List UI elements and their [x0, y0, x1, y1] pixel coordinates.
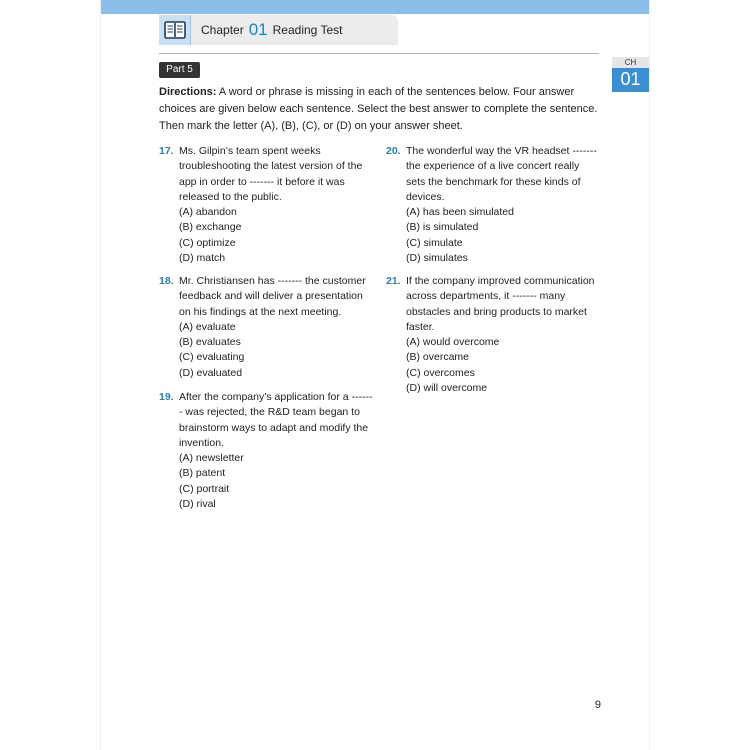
question-stem: If the company improved communication across departments, it ------- many obstacles and bring products to market faster. — [406, 275, 595, 333]
option-a: (A) would overcome — [406, 336, 500, 349]
directions-lead: Directions: — [159, 86, 217, 98]
option-b: (B) is simulated — [406, 221, 479, 234]
option-a: (A) abandon — [179, 206, 237, 219]
option-a: (A) has been simulated — [406, 206, 514, 219]
book-page — [101, 0, 649, 750]
directions-text: A word or phrase is missing in each of the sentences below. Four answer choices are given below each sentence. Select the best answer to complete the sentence. Then mark the letter (A), (B), (C), or (D) on your answer sheet. — [159, 86, 598, 132]
option-a: (A) newsletter — [179, 452, 244, 465]
question-18 — [159, 274, 374, 381]
chapter-header — [159, 15, 398, 45]
question-19 — [159, 390, 374, 512]
question-21 — [386, 274, 601, 396]
option-b: (B) patent — [179, 467, 226, 480]
part-badge: Part 5 — [159, 62, 200, 78]
option-d: (D) evaluated — [179, 366, 243, 379]
option-c: (C) simulate — [406, 236, 463, 249]
directions-paragraph — [159, 84, 603, 135]
question-stem: Ms. Gilpin’s team spent weeks troubleshooting the latest version of the app in order to ------- it before it was released to the public. — [179, 145, 363, 203]
option-d: (D) rival — [179, 498, 216, 511]
question-number: 20. — [386, 145, 401, 157]
question-stem: After the company’s application for a ------- was rejected, the R&D team began to brainstorm ways to adapt and modify the invention. — [179, 391, 373, 449]
question-17 — [159, 144, 374, 266]
question-stem: Mr. Christiansen has ------- the customer feedback and will deliver a presentation on his findings at the next meeting. — [179, 275, 366, 318]
option-c: (C) portrait — [179, 482, 230, 495]
question-number: 19. — [159, 391, 174, 403]
option-d: (D) match — [179, 252, 226, 265]
question-number: 18. — [159, 275, 174, 287]
chapter-side-tab — [612, 57, 649, 92]
option-d: (D) will overcome — [406, 382, 488, 395]
question-20 — [386, 144, 601, 266]
top-color-band — [101, 0, 649, 14]
chapter-title — [191, 15, 398, 45]
option-b: (B) evaluates — [179, 336, 241, 349]
question-number: 21. — [386, 275, 401, 287]
book-icon — [164, 21, 186, 39]
chapter-number: 01 — [248, 20, 268, 39]
option-b: (B) exchange — [179, 221, 242, 234]
option-a: (A) evaluate — [179, 320, 236, 333]
option-c: (C) overcomes — [406, 366, 475, 379]
option-c: (C) optimize — [179, 236, 236, 249]
option-d: (D) simulates — [406, 252, 468, 265]
side-tab-label: CH — [612, 57, 649, 68]
book-icon-box — [159, 15, 191, 45]
chapter-word: Chapter — [201, 23, 244, 37]
option-b: (B) overcame — [406, 351, 470, 364]
option-c: (C) evaluating — [179, 351, 245, 364]
question-stem: The wonderful way the VR headset ------- the experience of a live concert really sets the benchmark for these kinds of devices. — [406, 145, 597, 203]
question-number: 17. — [159, 145, 174, 157]
page-number: 9 — [594, 699, 601, 711]
section-title: Reading Test — [272, 23, 343, 37]
side-tab-number: 01 — [620, 69, 641, 89]
header-divider — [159, 53, 599, 54]
